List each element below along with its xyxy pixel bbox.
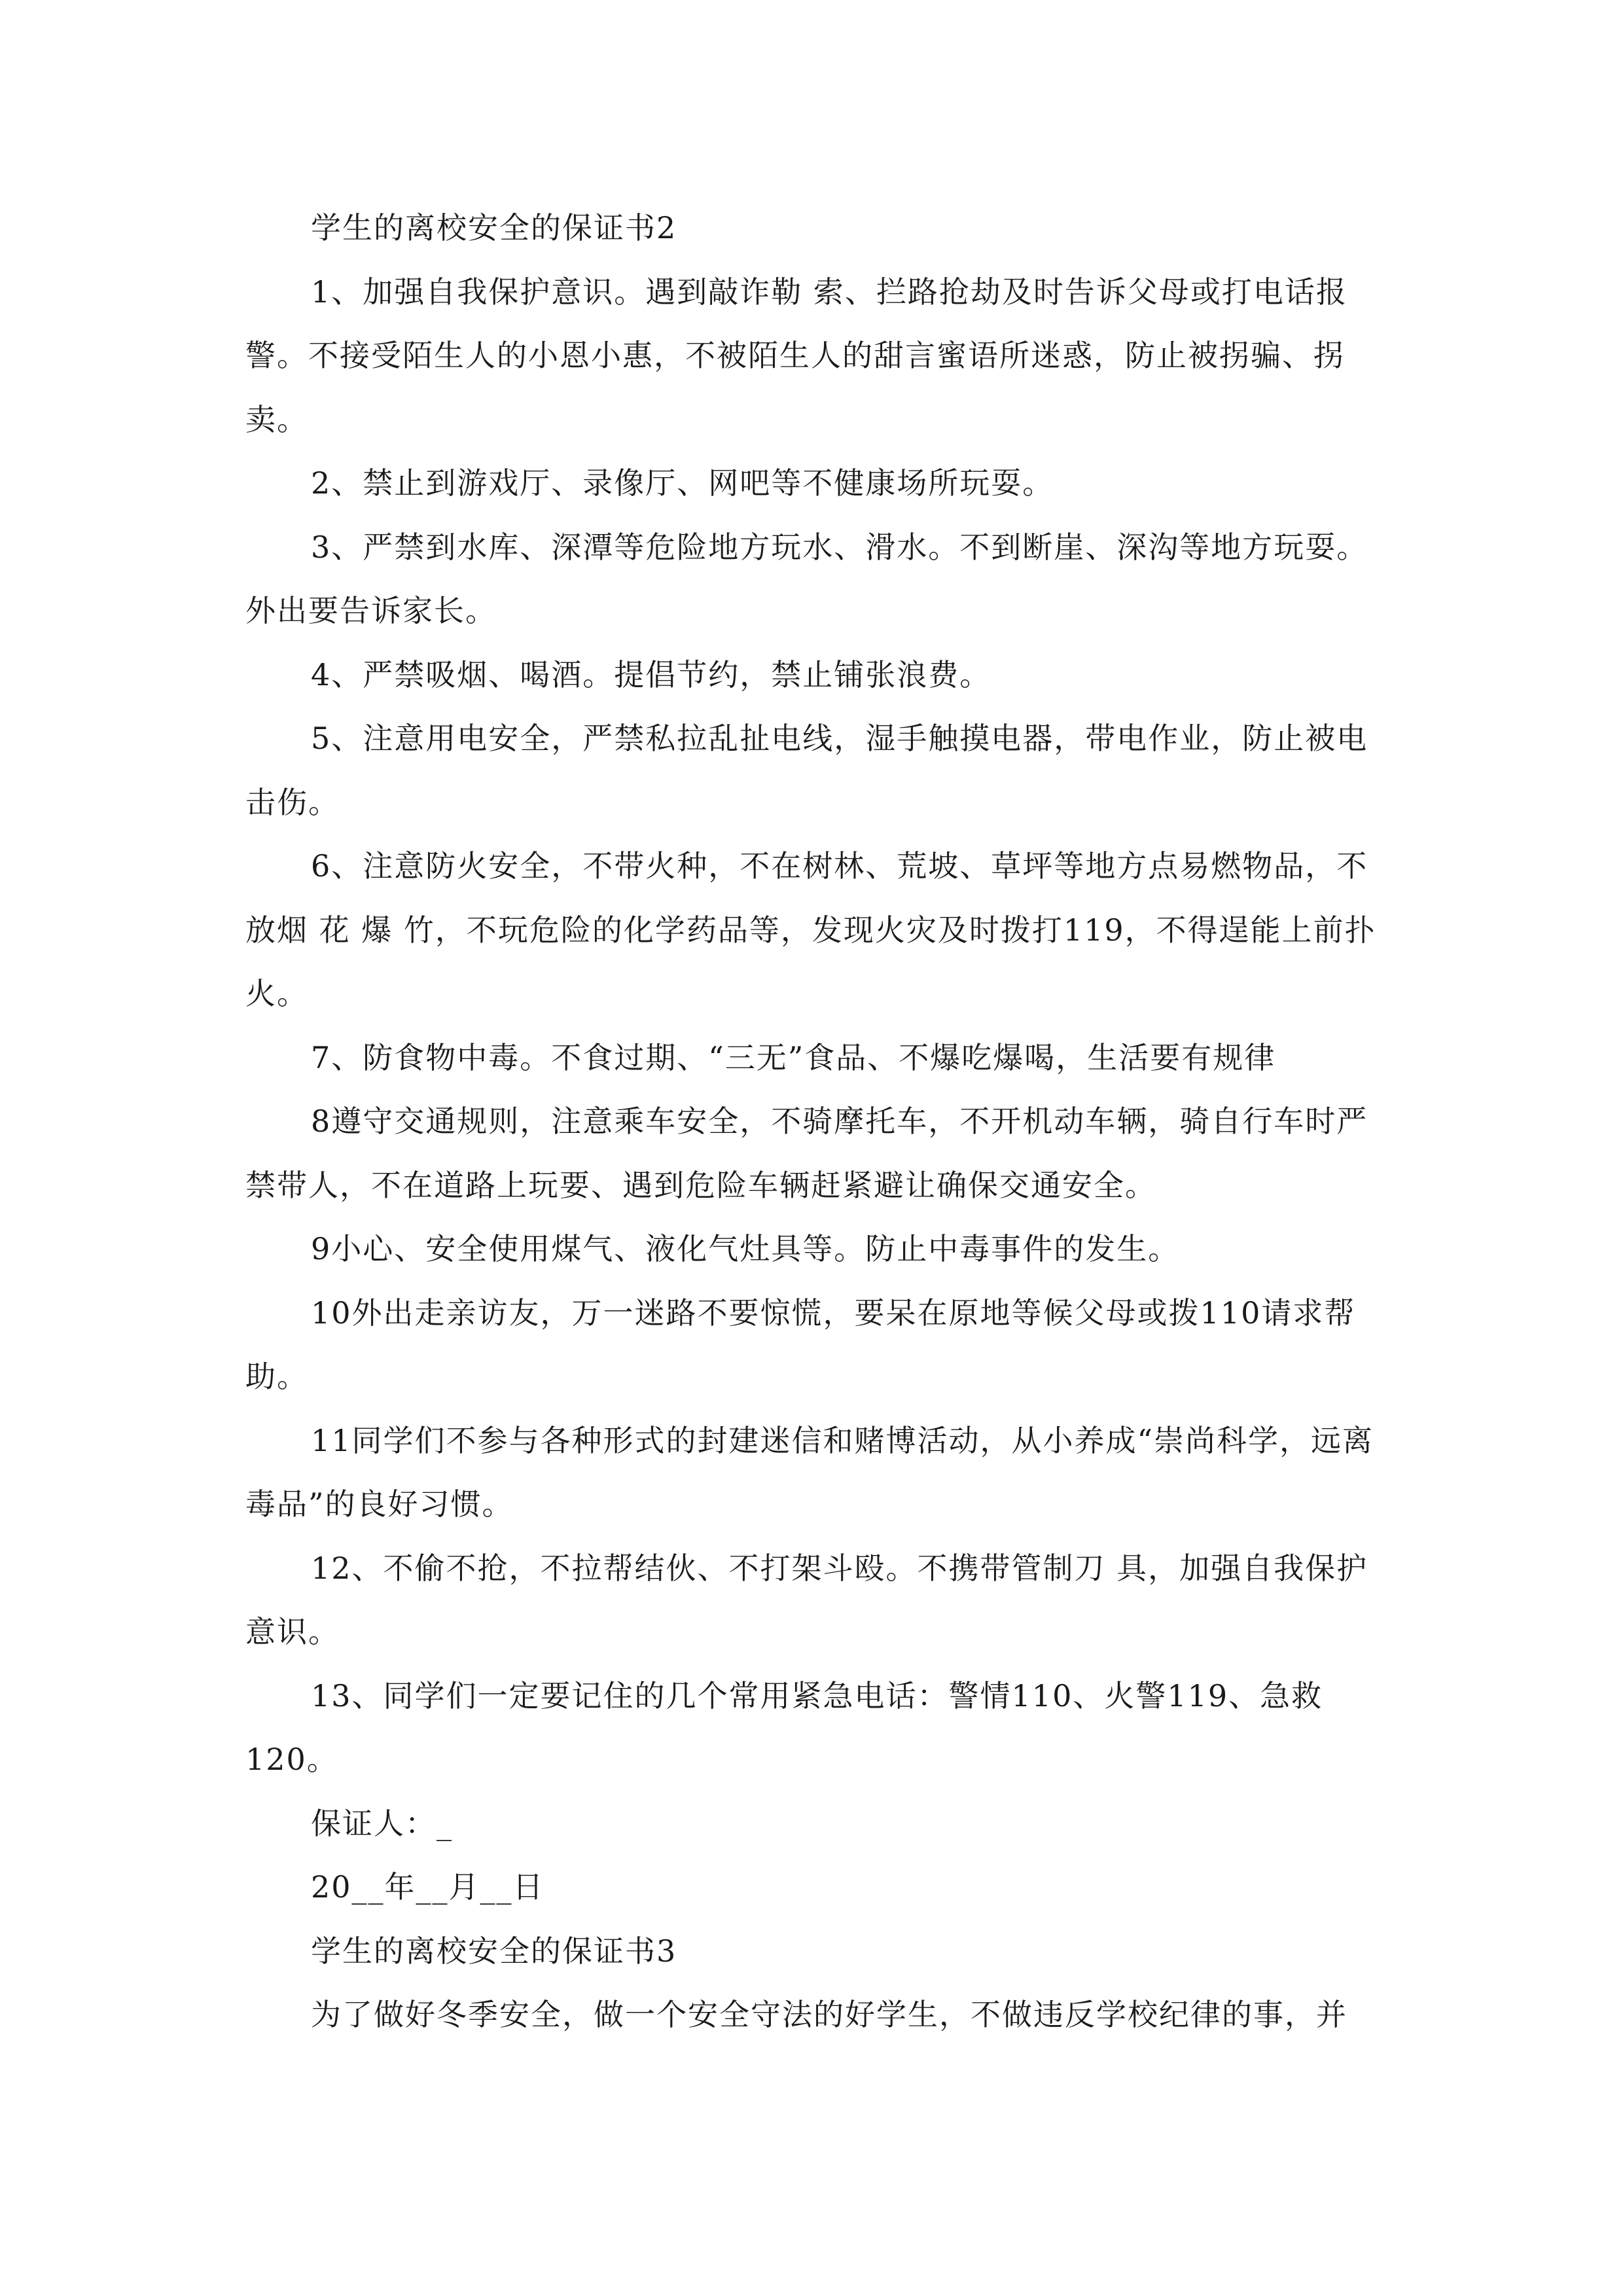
section-title-2: 学生的离校安全的保证书2 (311, 210, 677, 245)
item-13-paragraph: 13、同学们一定要记住的几个常用紧急电话：警情110、火警119、急救120。 (245, 1677, 1323, 1777)
item-4-paragraph: 4、严禁吸烟、喝酒。提倡节约，禁止铺张浪费。 (311, 656, 991, 692)
item-9-paragraph: 9小心、安全使用煤气、液化气灶具等。防止中毒事件的发生。 (311, 1231, 1180, 1266)
item-7-paragraph: 7、防食物中毒。不食过期、“三无”食品、不爆吃爆喝，生活要有规律 (311, 1039, 1276, 1075)
item-6-paragraph: 6、注意防火安全，不带火种，不在树林、荒坡、草坪等地方点易燃物品，不放烟 花 爆 竹，不玩危险的化学药品等，发现火灾及时拨打119，不得逞能上前扑火。 (245, 848, 1376, 1011)
item-8-paragraph: 8遵守交通规则，注意乘车安全，不骑摩托车，不开机动车辆，骑自行车时严禁带人，不在道路上玩要、遇到危险车辆赶紧避让确保交通安全。 (245, 1103, 1368, 1203)
item-12-paragraph: 12、不偷不抢，不拉帮结伙、不打架斗殴。不携带管制刀 具，加强自我保护意识。 (245, 1550, 1368, 1649)
item-3-paragraph: 3、严禁到水库、深潭等危险地方玩水、滑水。不到断崖、深沟等地方玩耍。外出要告诉家长。 (245, 529, 1368, 628)
item-1-paragraph: 1、加强自我保护意识。遇到敲诈勒 索、拦路抢劫及时告诉父母或打电话报警。不接受陌生人的小恩小惠，不被陌生人的甜言蜜语所迷惑，防止被拐骗、拐卖。 (245, 274, 1347, 437)
item-5-paragraph: 5、注意用电安全，严禁私拉乱扯电线，湿手触摸电器，带电作业，防止被电击伤。 (245, 721, 1368, 820)
section-3-intro-paragraph: 为了做好冬季安全，做一个安全守法的好学生，不做违反学校纪律的事，并 (311, 1997, 1347, 2032)
guarantor-line: 保证人：_ (311, 1805, 453, 1841)
document-body (245, 196, 1381, 2047)
item-10-paragraph: 10外出走亲访友，万一迷路不要惊慌，要呆在原地等候父母或拨110请求帮助。 (245, 1295, 1356, 1394)
item-2-paragraph: 2、禁止到游戏厅、录像厅、网吧等不健康场所玩耍。 (311, 465, 1054, 501)
item-11-paragraph: 11同学们不参与各种形式的封建迷信和赌博活动，从小养成“崇尚科学，远离毒品”的良好习惯。 (245, 1422, 1374, 1522)
date-line: 20__年__月__日 (311, 1869, 544, 1905)
section-title-3: 学生的离校安全的保证书3 (311, 1933, 677, 1969)
